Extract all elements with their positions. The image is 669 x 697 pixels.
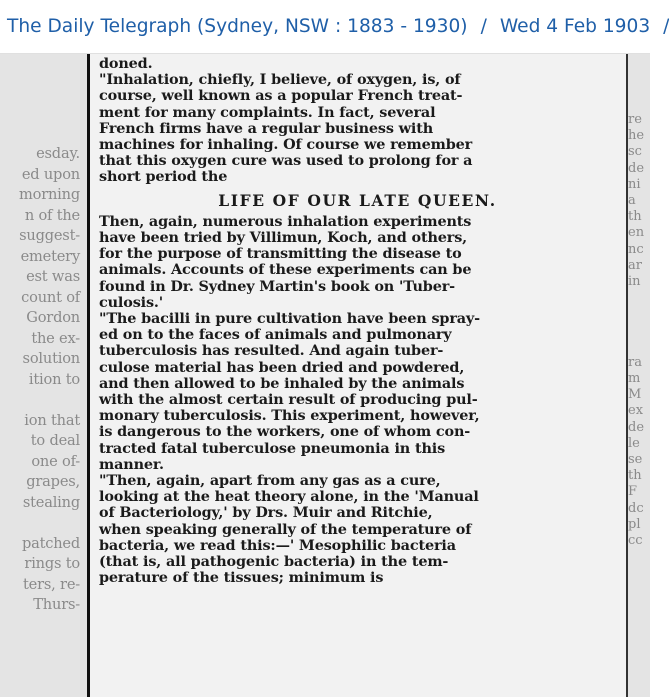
article-line: "The bacilli in pure cultivation have been spray- (99, 310, 480, 328)
left-column-fragment: patched (21, 534, 80, 552)
article-line: doned. (99, 55, 153, 72)
left-column-fragment: to deal (30, 432, 80, 449)
right-column-fragment: M (628, 387, 642, 403)
article-line: "Then, again, apart from any gas as a cure, (99, 472, 441, 490)
right-column-fragment: ra (628, 354, 642, 370)
left-column-fragment: morning (18, 186, 80, 203)
article-line: looking at the heat theory alone, in the 'Manual (99, 488, 479, 506)
article-paragraph-1 (99, 56, 616, 72)
right-column-fragment: th (628, 468, 642, 484)
article-line: ment for many complaints. In fact, several (99, 103, 436, 121)
right-column-fragment: in (628, 273, 641, 289)
right-column-fragment: th (628, 209, 642, 225)
right-column-fragment: m (628, 371, 641, 386)
article-line: French firms have a regular business with (99, 119, 434, 137)
left-column-fragment (0, 513, 80, 534)
article-line: animals. Accounts of these experiments can be (99, 261, 472, 279)
article-line: that this oxygen cure was used to prolong for a (99, 152, 473, 170)
article-line: for the purpose of transmitting the disease to (99, 245, 462, 263)
article-line: is dangerous to the workers, one of whom con- (99, 423, 471, 441)
article-paragraph-2 (99, 72, 616, 185)
right-column-fragment: ex (628, 403, 644, 419)
right-column-fragment (628, 322, 652, 338)
left-column-fragment: grapes, (26, 473, 80, 490)
left-column-fragment (0, 390, 80, 411)
right-column-fragment: he (628, 128, 645, 144)
article-line: tuberculosis has resulted. And again tuber- (99, 342, 444, 360)
right-column-fragment: re (628, 112, 642, 127)
article-paragraph-3 (99, 214, 616, 311)
left-column-fragment: one of- (31, 452, 80, 470)
issue-date-link[interactable]: Wed 4 Feb 1903 (499, 16, 651, 37)
adjacent-column-right (628, 112, 652, 549)
right-column-fragment (628, 306, 652, 322)
article-line: manner. (99, 455, 164, 473)
right-column-fragment: cc (628, 532, 643, 548)
article-line: short period the (99, 168, 228, 186)
article-line: when speaking generally of the temperature of (99, 520, 472, 538)
left-column-fragment: ition to (28, 370, 80, 388)
article-line: culose material has been dried and powdered, (99, 358, 465, 376)
article-line: found in Dr. Sydney Martin's book on 'Tuber- (99, 277, 455, 295)
left-column-fragment: count of (21, 288, 80, 306)
article-line: of Bacteriology,' by Drs. Muir and Ritchie, (99, 504, 433, 522)
left-column-fragment: ion that (24, 411, 80, 429)
left-column-fragment: Gordon (26, 309, 80, 326)
right-column-fragment: de (628, 419, 645, 435)
right-column-fragment: a (628, 192, 636, 208)
article-line: machines for inhaling. Of course we remember (99, 136, 473, 154)
breadcrumb-separator-end: / (663, 16, 669, 37)
article-line: monary tuberculosis. This experiment, however, (99, 407, 480, 425)
right-column-fragment: se (628, 451, 643, 467)
article-line: have been tried by Villimun, Koch, and others, (99, 229, 468, 247)
article-paragraph-4 (99, 311, 616, 473)
left-column-fragment: solution (22, 350, 80, 367)
column-rule-right (626, 54, 628, 697)
article-paragraph-5 (99, 473, 616, 586)
left-column-fragment: suggest- (19, 227, 80, 244)
right-column-fragment (628, 339, 652, 355)
right-column-fragment: nc (628, 241, 644, 257)
left-column-fragment: stealing (22, 493, 80, 511)
right-column-fragment: pl (628, 516, 641, 532)
breadcrumb (0, 0, 669, 54)
article-line: course, well known as a popular French treat- (99, 87, 463, 105)
newspaper-scan[interactable] (0, 54, 650, 697)
left-column-fragment: esday. (36, 145, 80, 162)
article-line: with the almost certain result of producing pul- (99, 391, 478, 409)
left-column-fragment: Thurs- (33, 596, 80, 613)
article-line: (that is, all pathogenic bacteria) in the tem- (99, 553, 449, 571)
right-column-fragment: ni (628, 176, 641, 192)
article-line: tracted fatal tuberculose pneumonia in this (99, 439, 446, 457)
right-column-fragment: F (628, 484, 638, 500)
left-column-fragment: n of the (24, 206, 80, 224)
right-column-fragment: dc (628, 500, 644, 516)
article-text (90, 54, 626, 697)
article-line: "Inhalation, chiefly, I believe, of oxygen, is, of (99, 71, 461, 89)
article-line: and then allowed to be inhaled by the animals (99, 374, 465, 392)
adjacent-column-left (0, 144, 80, 616)
article-line: perature of the tissues; minimum is (99, 569, 384, 587)
article-line: culosis.' (99, 293, 164, 311)
breadcrumb-separator: / (480, 16, 487, 37)
left-column-fragment: ed upon (21, 165, 80, 183)
left-column-fragment: emetery (20, 247, 80, 265)
right-column-fragment: le (628, 435, 640, 451)
left-column-fragment: rings to (24, 555, 80, 572)
right-column-fragment: en (628, 225, 645, 241)
left-column-fragment: the ex- (31, 329, 80, 347)
right-column-fragment (628, 290, 652, 306)
article-subheading: LIFE OF OUR LATE QUEEN. (218, 190, 497, 210)
article-line: bacteria, we read this:—' Mesophilic bacteria (99, 536, 456, 554)
newspaper-title-link[interactable]: The Daily Telegraph (Sydney, NSW : 1883 - 1930) (7, 16, 468, 37)
right-column-fragment: sc (628, 144, 642, 160)
left-column-fragment: est was (26, 268, 80, 285)
right-column-fragment: de (628, 160, 645, 176)
left-column-fragment: ters, re- (23, 575, 80, 593)
article-line: ed on to the faces of animals and pulmonary (99, 326, 452, 344)
right-column-fragment: ar (628, 257, 642, 273)
article-line: Then, again, numerous inhalation experiments (99, 212, 472, 230)
